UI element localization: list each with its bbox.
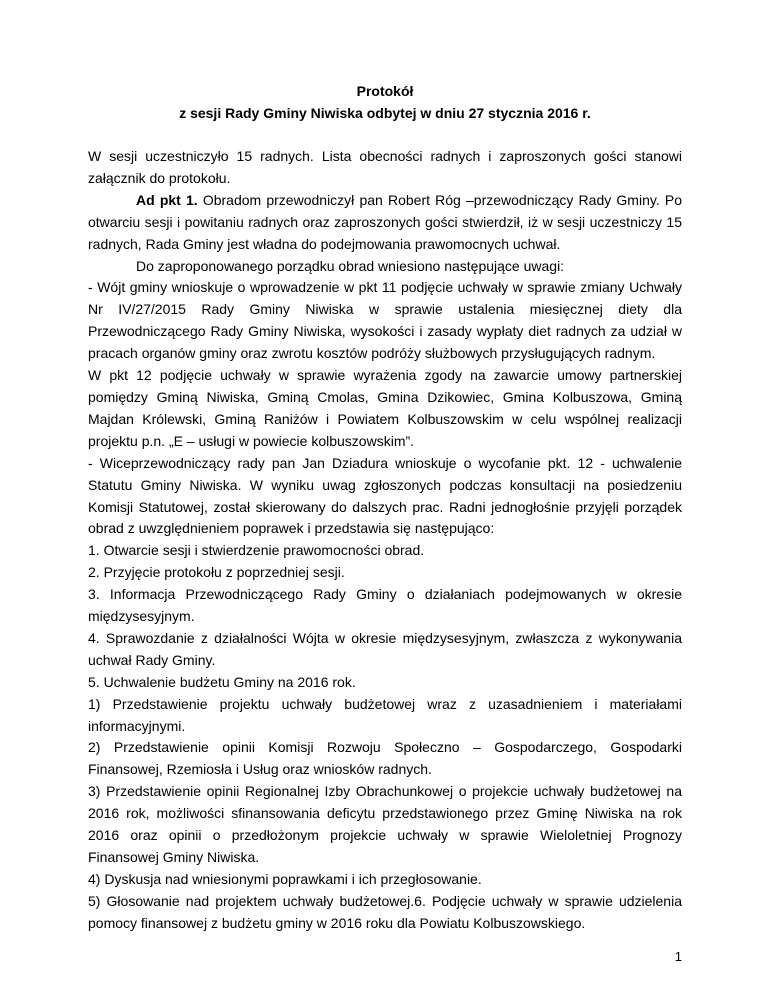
- item-1-paragraph: [88, 190, 682, 256]
- agenda-item: 1. Otwarcie sesji i stwierdzenie prawomocności obrad.: [88, 542, 425, 559]
- item-1-text: Obradom przewodniczył pan Robert Róg –przewodniczący Rady Gminy. Po otwarciu sesji i powitaniu radnych oraz zaproszonych gości stwierdził, iż w sesji uczestniczy 15 radnych, Rada Gminy jest władna do podejmowania prawomocnych uchwał.: [88, 191, 682, 252]
- agenda-item: 3. Informacja Przewodniczącego Rady Gminy o działaniach podejmowanych w okresie międzysesyjnym.: [88, 586, 682, 625]
- agenda-subitem: 5) Głosowanie nad projektem uchwały budżetowej.6. Podjęcie uchwały w sprawie udzielenia pomocy finansowej z budżetu gminy w 2016 roku dla Powiatu Kolbuszowskiego.: [88, 892, 682, 931]
- agenda-item: 4. Sprawozdanie z działalności Wójta w okresie międzysesyjnym, zwłaszcza z wykonywania uchwał Rady Gminy.: [88, 629, 682, 668]
- agenda-subitem: 4) Dyskusja nad wniesionymi poprawkami i ich przegłosowanie.: [88, 870, 482, 887]
- item-1-label: Ad pkt 1.: [136, 191, 198, 208]
- page-number: 1: [674, 949, 682, 964]
- agenda-subitem: 2) Przedstawienie opinii Komisji Rozwoju Społeczno – Gospodarczego, Gospodarki Finansowej, Rzemiosła i Usług oraz wniosków radnych.: [88, 739, 682, 778]
- agenda-subitem: 3) Przedstawienie opinii Regionalnej Izby Obrachunkowej o projekcie uchwały budżetowej na 2016 rok, możliwości sfinansowania deficytu przedstawionego przez Gminę Niwiska na rok 2016 oraz opinii o przedłożonym projekcie uchwały w sprawie Wieloletniej Prognozy Finansowej Gminy Niwiska.: [88, 783, 682, 865]
- agenda-subitem: 1) Przedstawienie projektu uchwały budżetowej wraz z uzasadnieniem i materiałami informacyjnymi.: [88, 695, 682, 734]
- point-12-paragraph: W pkt 12 podjęcie uchwały w sprawie wyrażenia zgody na zawarcie umowy partnerskiej pomiędzy Gminą Niwiska, Gminą Cmolas, Gmina Dzikowiec, Gmina Kolbuszowa, Gminą Majdan Królewski, Gminą Raniżów i Powiatem Kolbuszowskim w celu wspólnej realizacji projektu p.n. „E – usługi w powiecie kolbuszowskim”.: [88, 367, 682, 449]
- document-page: [88, 80, 682, 935]
- agenda-remarks-intro: Do zaproponowanego porządku obrad wniesiono następujące uwagi:: [136, 257, 565, 274]
- wojt-motion-paragraph: - Wójt gminy wnioskuje o wprowadzenie w pkt 11 podjęcie uchwały w sprawie zmiany Uchwały Nr IV/27/2015 Rady Gminy Niwiska w sprawie ustalenia miesięcznej diety dla Przewodniczącego Rady Gminy Niwiska, wysokości i zasady wypłaty diet radnych za udział w pracach organów gminy oraz zwrotu kosztów podróży służbowych przysługujących radnym.: [88, 279, 682, 362]
- document-subtitle: z sesji Rady Gminy Niwiska odbytej w dniu 27 stycznia 2016 r.: [179, 105, 591, 121]
- document-title: Protokół: [356, 83, 414, 99]
- attendance-paragraph: W sesji uczestniczyło 15 radnych. Lista obecności radnych i zaproszonych gości stanowi załącznik do protokołu.: [88, 148, 682, 186]
- agenda-item: 2. Przyjęcie protokołu z poprzedniej sesji.: [88, 564, 345, 581]
- agenda-item: 5. Uchwalenie budżetu Gminy na 2016 rok.: [88, 673, 356, 690]
- vice-chair-motion-paragraph: - Wiceprzewodniczący rady pan Jan Dziadura wnioskuje o wycofanie pkt. 12 - uchwalenie Statutu Gminy Niwiska. W wyniku uwag zgłoszonych podczas konsultacji na posiedzeniu Komisji Statutowej, został skierowany do dalszych prac. Radni jednogłośnie przyjęli porządek obrad z uwzględnieniem poprawek i przedstawia się następująco:: [88, 454, 682, 537]
